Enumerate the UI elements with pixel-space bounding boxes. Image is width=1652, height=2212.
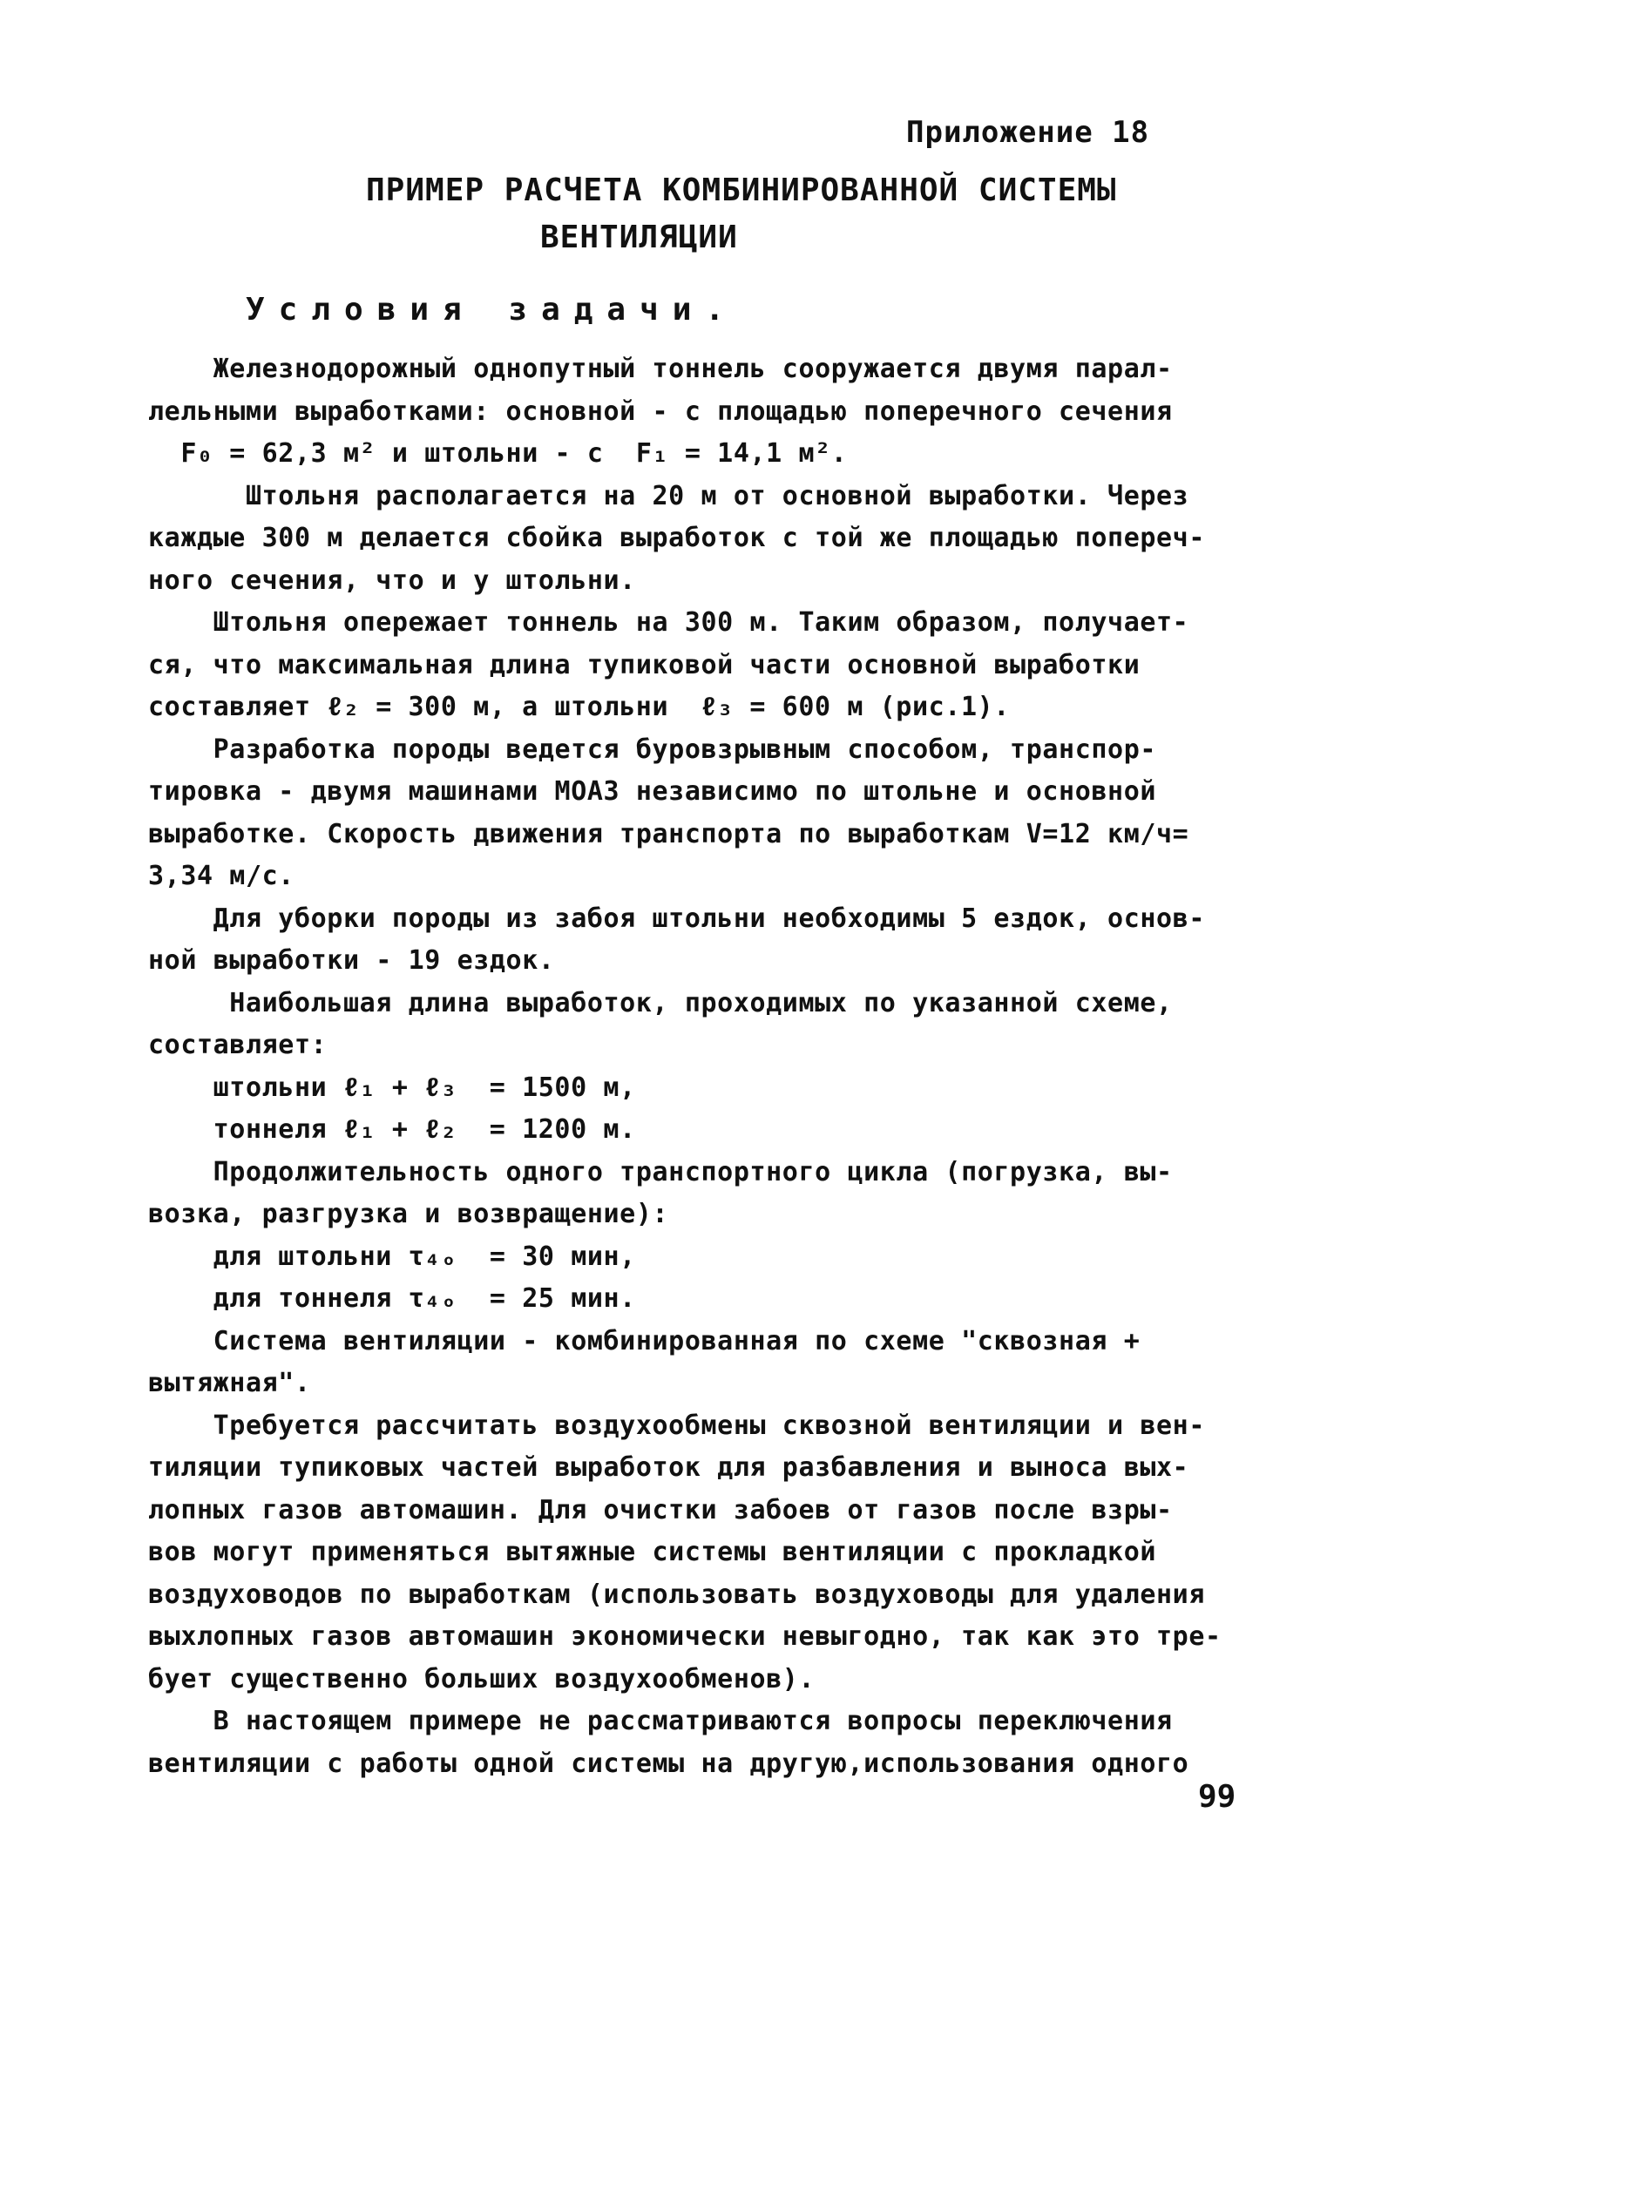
- body-line: вентиляции с работы одной системы на другую,использования одного: [148, 1748, 1189, 1779]
- body-line: Разработка породы ведется буровзрывным способом, транспор-: [148, 734, 1157, 765]
- body-line: для тоннеля τ₄ₒ = 25 мин.: [148, 1283, 636, 1314]
- body-line: Система вентиляции - комбинированная по схеме "сквозная +: [148, 1325, 1141, 1356]
- body-line: F₀ = 62,3 м² и штольни - с F₁ = 14,1 м².: [148, 438, 848, 469]
- body-line: Штольня опережает тоннель на 300 м. Таким образом, получает-: [148, 607, 1189, 638]
- body-line: Железнодорожный однопутный тоннель сооружается двумя парал-: [148, 354, 1173, 384]
- body-line: бует существенно больших воздухообменов).: [148, 1663, 816, 1695]
- body-line: Наибольшая длина выработок, проходимых по указанной схеме,: [148, 987, 1173, 1018]
- appendix-label: Приложение 18: [906, 115, 1150, 150]
- body-line: вов могут применяться вытяжные системы вентиляции с прокладкой: [148, 1537, 1157, 1567]
- section-subtitle: Условия задачи.: [246, 292, 739, 328]
- document-title-line-1: ПРИМЕР РАСЧЕТА КОМБИНИРОВАННОЙ СИСТЕМЫ: [366, 172, 1117, 208]
- body-line: В настоящем примере не рассматриваются вопросы переключения: [148, 1706, 1173, 1736]
- body-text: [148, 348, 1298, 1785]
- body-line: выхлопных газов автомашин экономически невыгодно, так как это тре-: [148, 1621, 1222, 1652]
- body-line: Продолжительность одного транспортного цикла (погрузка, вы-: [148, 1156, 1173, 1187]
- body-line: воздуховодов по выработкам (использовать воздуховоды для удаления: [148, 1579, 1205, 1610]
- body-line: Для уборки породы из забоя штольни необходимы 5 ездок, основ-: [148, 903, 1205, 934]
- page-number: 99: [1198, 1779, 1236, 1815]
- body-line: штольни ℓ₁ + ℓ₃ = 1500 м,: [148, 1072, 636, 1103]
- body-line: тоннеля ℓ₁ + ℓ₂ = 1200 м.: [148, 1114, 636, 1145]
- body-line: возка, разгрузка и возвращение):: [148, 1199, 669, 1229]
- body-line: лельными выработками: основной - с площадью поперечного сечения: [148, 396, 1173, 427]
- body-line: 3,34 м/с.: [148, 861, 295, 891]
- body-line: ся, что максимальная длина тупиковой части основной выработки: [148, 649, 1141, 680]
- body-line: выработке. Скорость движения транспорта по выработкам V=12 км/ч=: [148, 818, 1189, 849]
- body-line: составляет:: [148, 1030, 328, 1060]
- body-line: тиляции тупиковых частей выработок для разбавления и выноса вых-: [148, 1452, 1189, 1483]
- body-line: составляет ℓ₂ = 300 м, а штольни ℓ₃ = 600 м (рис.1).: [148, 692, 1010, 722]
- body-line: ного сечения, что и у штольни.: [148, 565, 636, 596]
- body-line: вытяжная".: [148, 1368, 311, 1398]
- body-line: Штольня располагается на 20 м от основной выработки. Через: [148, 480, 1189, 511]
- body-line: каждые 300 м делается сбойка выработок с той же площадью попереч-: [148, 523, 1205, 553]
- body-line: тировка - двумя машинами МОАЗ независимо по штольне и основной: [148, 776, 1157, 807]
- body-line: лопных газов автомашин. Для очистки забоев от газов после взры-: [148, 1494, 1173, 1525]
- body-line: ной выработки - 19 ездок.: [148, 945, 555, 976]
- body-line: Требуется рассчитать воздухообмены сквозной вентиляции и вен-: [148, 1410, 1205, 1441]
- document-title-line-2: ВЕНТИЛЯЦИИ: [540, 220, 738, 255]
- body-line: для штольни τ₄ₒ = 30 мин,: [148, 1241, 636, 1272]
